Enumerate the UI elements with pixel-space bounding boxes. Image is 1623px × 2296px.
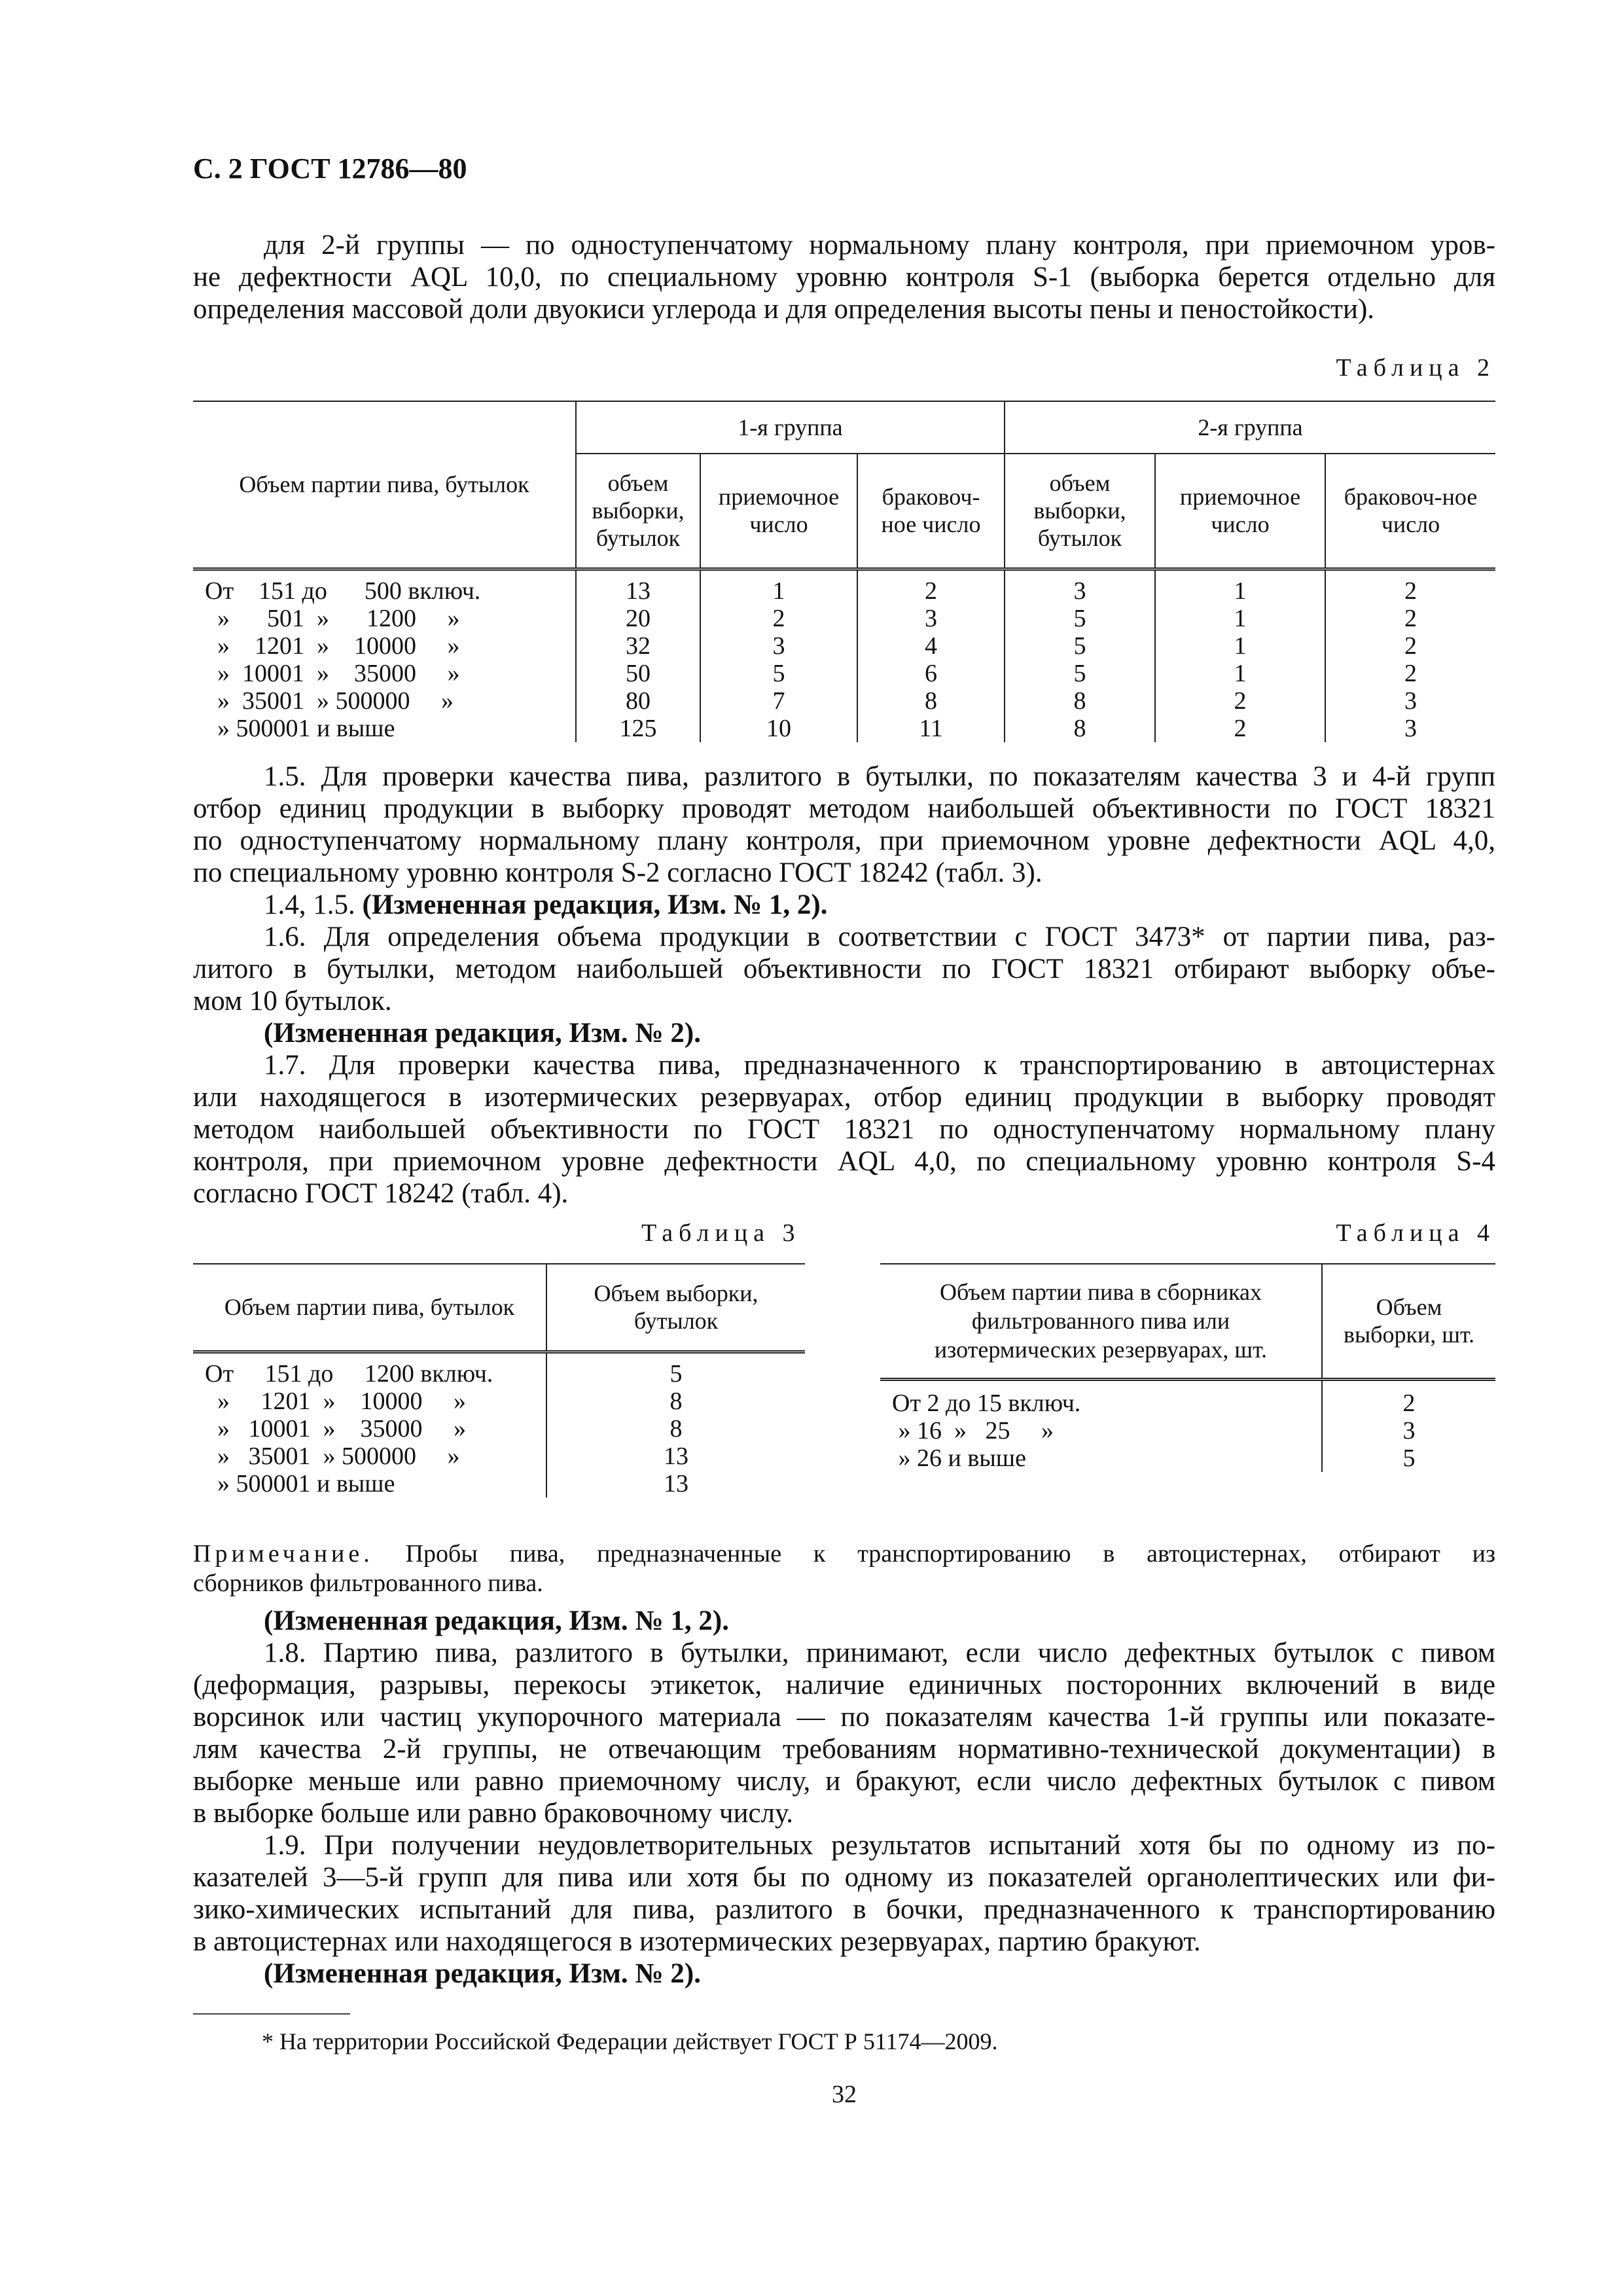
value-cell: 13 [546,1470,805,1498]
text-line: для 2-й группы — по одноступенчатому нормальному плану контроля, при приемочном уров- [264,230,1495,260]
value-cell: 1 [1155,632,1325,660]
page-header: С. 2 ГОСТ 12786—80 [193,152,467,185]
value-cell: 2 [1325,632,1495,660]
text-line: мом 10 бутылок. [193,986,392,1016]
text-line: контроля, при приемочном уровне дефектности AQL 4,0, по специальному уровню контроля S-4 [193,1146,1495,1177]
value-cell: 2 [857,569,1005,605]
paragraph-1-5 [193,761,1495,1210]
lot-range-cell: » 16 » 25 » [892,1417,1054,1444]
paragraph-1-8 [193,1605,1495,1990]
text-line: в выборке больше или равно браковочному числу. [193,1798,793,1829]
table3-col-lot: Объем партии пива, бутылок [193,1264,546,1352]
lot-range-cell: От 151 до 1200 включ. [205,1359,493,1388]
value-cell: 4 [857,632,1005,660]
value-cell: 13 [576,569,700,605]
value-cell: 2 [1155,687,1325,715]
footnote: * На территории Российской Федерации действует ГОСТ Р 51174—2009. [262,2028,998,2054]
value-cell: 5 [1005,605,1155,632]
table2-group2: 2-я группа [1005,401,1495,454]
text-line: согласно ГОСТ 18242 (табл. 4). [193,1178,569,1209]
text-line: определения массовой доли двуокиси углерода и для определения высоты пены и пеностойкости). [193,294,1375,325]
text-line: литого в бутылки, методом наибольшей объективности по ГОСТ 18321 отбирают выборку объе- [193,954,1495,984]
value-cell: 5 [546,1352,805,1388]
value-cell: 6 [857,660,1005,687]
value-cell: 2 [700,605,857,632]
value-cell: 5 [1005,632,1155,660]
value-cell: 3 [857,605,1005,632]
table-row [193,632,1495,660]
lot-range-cell: » 10001 » 35000 » [205,659,460,687]
text-line: ворсинок или частиц укупорочного материала — по показателям качества 1-й группы или показате- [193,1702,1495,1732]
table2-caption: Таблица 2 [1336,354,1495,382]
edition-bold: (Измененная редакция, Изм. № 1, 2). [362,889,828,920]
value-cell: 7 [700,687,857,715]
note-text: сборников фильтрованного пива. [193,1570,543,1597]
value-cell: 32 [576,632,700,660]
table2 [193,401,1495,742]
lot-range-cell: » 500001 и выше [205,714,395,742]
value-cell: 13 [546,1443,805,1470]
value-cell: 5 [1005,660,1155,687]
table4-col-sample: Объем выборки, шт. [1322,1264,1495,1379]
value-cell: 125 [576,715,700,742]
table3-caption: Таблица 3 [641,1219,801,1247]
value-cell: 2 [1325,569,1495,605]
edition-note: (Измененная редакция, Изм. № 2). [264,1018,701,1049]
text-line: 1.9. При получении неудовлетворительных результатов испытаний хотя бы по одному из по- [264,1830,1495,1861]
table4 [880,1263,1495,1472]
edition-note [193,889,1495,921]
table-row [193,1443,805,1470]
table2-group1: 1-я группа [576,401,1005,454]
text-line: лям качества 2-й группы, не отвечающим требованиям нормативно-технической документации) в [193,1734,1495,1765]
value-cell: 1 [1155,569,1325,605]
value-cell: 3 [1322,1417,1495,1444]
value-cell: 3 [1005,569,1155,605]
text-line: отбор единиц продукции в выборку проводят методом наибольшей объективности по ГОСТ 18321 [193,793,1495,824]
value-cell: 11 [857,715,1005,742]
lot-range-cell: От 151 до 500 включ. [205,577,481,605]
value-cell: 1 [1155,605,1325,632]
table-row [880,1390,1495,1417]
table4-caption: Таблица 4 [1336,1219,1495,1247]
value-cell: 8 [1005,687,1155,715]
edition-prefix: 1.4, 1.5. [264,889,355,920]
table-row [193,660,1495,687]
lot-range-cell: » 501 » 1200 » [205,604,460,632]
table2-sub-sample: объем выборки, бутылок [1005,454,1155,569]
note-text: Пробы пива, предназначенные к транспортированию в автоцистернах, отбирают из [373,1540,1495,1568]
text-line: зико-химических испытаний для пива, разлитого в бочки, предназначенного к транспортированию [193,1894,1495,1925]
table-row [193,715,1495,742]
value-cell: 80 [576,687,700,715]
edition-note: (Измененная редакция, Изм. № 1, 2). [264,1605,729,1636]
text-line: 1.5. Для проверки качества пива, разлитого в бутылки, по показателям качества 3 и 4-й групп [264,761,1495,792]
value-cell: 2 [1322,1390,1495,1417]
value-cell: 8 [546,1415,805,1443]
table-row [880,1444,1495,1472]
lot-range-cell: » 1201 » 10000 » [205,1387,466,1415]
value-cell: 5 [700,660,857,687]
lot-range-cell: » 35001 » 500000 » [205,1442,460,1470]
value-cell: 2 [1325,605,1495,632]
value-cell: 1 [1155,660,1325,687]
value-cell: 2 [1325,660,1495,687]
table-note [193,1539,1495,1598]
table3-col-sample: Объем выборки, бутылок [546,1264,805,1352]
lot-range-cell: » 26 и выше [892,1444,1026,1472]
value-cell: 20 [576,605,700,632]
text-line: не дефектности AQL 10,0, по специальному уровню контроля S-1 (выборка берется отдельно для [193,262,1495,293]
lot-range-cell: » 500001 и выше [205,1469,395,1498]
table-row [193,569,1495,605]
lot-range-cell: От 2 до 15 включ. [892,1390,1081,1417]
table-row [193,605,1495,632]
value-cell: 8 [546,1388,805,1415]
lot-range-cell: » 35001 » 500000 » [205,687,454,715]
note-label: Примечание. [193,1540,374,1568]
table-row [193,1415,805,1443]
table3 [193,1263,805,1498]
value-cell: 8 [1005,715,1155,742]
value-cell: 10 [700,715,857,742]
text-line: в автоцистернах или находящегося в изотермических резервуарах, партию бракуют. [193,1926,1201,1957]
footnote-rule [193,2013,350,2015]
text-line: методом наибольшей объективности по ГОСТ 18321 по одноступенчатому нормальному плану [193,1114,1495,1145]
table-row [193,1388,805,1415]
table-row [193,687,1495,715]
table2-col-lot: Объем партии пива, бутылок [193,401,576,569]
value-cell: 3 [1325,687,1495,715]
text-line: 1.7. Для проверки качества пива, предназначенного к транспортированию в автоцистернах [264,1050,1495,1081]
table2-sub-accept: приемочное число [700,454,857,569]
table4-col-lot: Объем партии пива в сборниках фильтрованного пива или изотермических резервуарах, шт. [880,1264,1322,1379]
value-cell: 2 [1155,715,1325,742]
value-cell: 5 [1322,1444,1495,1472]
value-cell: 8 [857,687,1005,715]
value-cell: 3 [700,632,857,660]
text-line: выборке меньше или равно приемочному числу, и бракуют, если число дефектных бутылок с пивом [193,1766,1495,1797]
text-line: (деформация, разрывы, перекосы этикеток, наличие единичных посторонних включений в виде [193,1670,1495,1700]
text-line: 1.6. Для определения объема продукции в соответствии с ГОСТ 3473* от партии пива, раз- [264,922,1495,952]
table-row [880,1417,1495,1444]
intro-paragraph [193,229,1495,325]
text-line: по одноступенчатому нормальному плану контроля, при приемочном уровне дефектности AQL 4,0, [193,825,1495,856]
value-cell: 1 [700,569,857,605]
text-line: по специальному уровню контроля S-2 согласно ГОСТ 18242 (табл. 3). [193,857,1043,888]
text-line: казателей 3—5-й групп для пива или хотя бы по одному из показателей органолептических или фи- [193,1862,1495,1893]
table-row [193,1470,805,1498]
table2-sub-reject: браковоч-ное число [857,454,1005,569]
table2-sub-accept: приемочное число [1155,454,1325,569]
lot-range-cell: » 10001 » 35000 » [205,1414,466,1443]
lot-range-cell: » 1201 » 10000 » [205,632,460,660]
text-line: 1.8. Партию пива, разлитого в бутылки, принимают, если число дефектных бутылок с пивом [264,1638,1495,1668]
text-line: или находящегося в изотермических резервуарах, отбор единиц продукции в выборку проводят [193,1082,1495,1113]
table2-sub-sample: объем выборки, бутылок [576,454,700,569]
table-row [193,1352,805,1388]
value-cell: 50 [576,660,700,687]
table2-sub-reject: браковоч-ное число [1325,454,1495,569]
page-number: 32 [832,2081,857,2108]
value-cell: 3 [1325,715,1495,742]
edition-note: (Измененная редакция, Изм. № 2). [264,1958,701,1989]
